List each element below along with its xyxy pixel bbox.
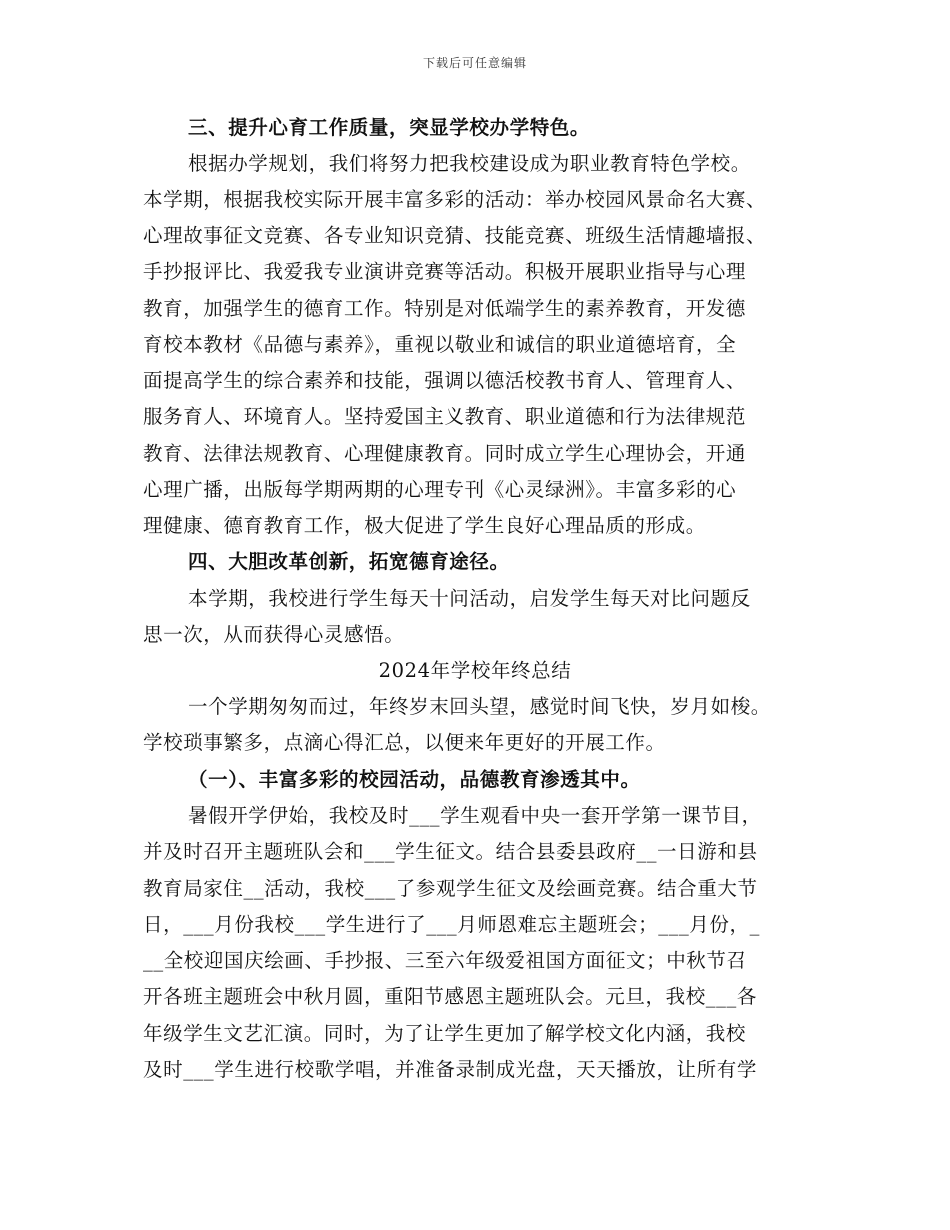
paragraph-line: 一个学期匆匆而过，年终岁末回头望，感觉时间飞快，岁月如梭。	[188, 695, 771, 718]
subsection-heading-1: （一）、丰富多彩的校园活动，品德教育渗透其中。	[188, 768, 641, 791]
paragraph-line: 思一次，从而获得心灵感悟。	[143, 623, 405, 646]
paragraph-line: 日，___月份我校___学生进行了___月师恩难忘主题班会；___月份，_	[143, 913, 760, 936]
paragraph-line: 暑假开学伊始，我校及时___学生观看中央一套开学第一课节目，	[188, 804, 762, 827]
paragraph-line: 教育，加强学生的德育工作。特别是对低端学生的素养教育，开发德	[143, 297, 747, 320]
paragraph-line: 本学期，我校进行学生每天十问活动，启发学生每天对比问题反	[188, 587, 751, 610]
paragraph-line: 服务育人、环境育人。坚持爱国主义教育、职业道德和行为法律规范	[143, 405, 747, 428]
paragraph-line: 面提高学生的综合素养和技能，强调以德活校教书育人、管理育人、	[143, 369, 747, 392]
paragraph-line: 开各班主题班会中秋月圆，重阳节感恩主题班队会。元旦，我校___各	[143, 985, 757, 1008]
section-heading-3: 三、提升心育工作质量，突显学校办学特色。	[188, 116, 591, 139]
paragraph-line: 教育、法律法规教育、心理健康教育。同时成立学生心理协会，开通	[143, 442, 747, 465]
paragraph-line: 学校琐事繁多，点滴心得汇总，以便来年更好的开展工作。	[143, 731, 666, 754]
paragraph-line: 心理广播，出版每学期两期的心理专刊《心灵绿洲》。丰富多彩的心	[143, 478, 737, 501]
paragraph-line: 教育局家住__活动，我校___了参观学生征文及绘画竞赛。结合重大节	[143, 877, 758, 900]
paragraph-line: 手抄报评比、我爱我专业演讲竞赛等活动。积极开展职业指导与心理	[143, 260, 747, 283]
paragraph-line: 年级学生文艺汇演。同时，为了让学生更加了解学校文化内涵，我校	[143, 1022, 747, 1045]
paragraph-line: 育校本教材《品德与素养》，重视以敬业和诚信的职业道德培育，全	[143, 333, 737, 356]
paragraph-line: 心理故事征文竞赛、各专业知识竞猜、技能竞赛、班级生活情趣墙报、	[143, 224, 767, 247]
paragraph-line: 并及时召开主题班队会和___学生征文。结合县委县政府__一日游和县	[143, 840, 758, 863]
document-title: 2024年学校年终总结	[378, 659, 572, 682]
paragraph-line: 理健康、德育教育工作，极大促进了学生良好心理品质的形成。	[143, 514, 706, 537]
page-header: 下载后可任意编辑	[422, 56, 527, 70]
section-heading-4: 四、大胆改革创新，拓宽德育途径。	[188, 550, 510, 573]
paragraph-line: 及时___学生进行校歌学唱，并准备录制成光盘，天天播放，让所有学	[143, 1058, 757, 1081]
paragraph-line: __全校迎国庆绘画、手抄报、三至六年级爱祖国方面征文；中秋节召	[143, 949, 747, 972]
paragraph-line: 本学期，根据我校实际开展丰富多彩的活动：举办校园风景命名大赛、	[143, 188, 767, 211]
paragraph-line: 根据办学规划，我们将努力把我校建设成为职业教育特色学校。	[188, 152, 751, 175]
